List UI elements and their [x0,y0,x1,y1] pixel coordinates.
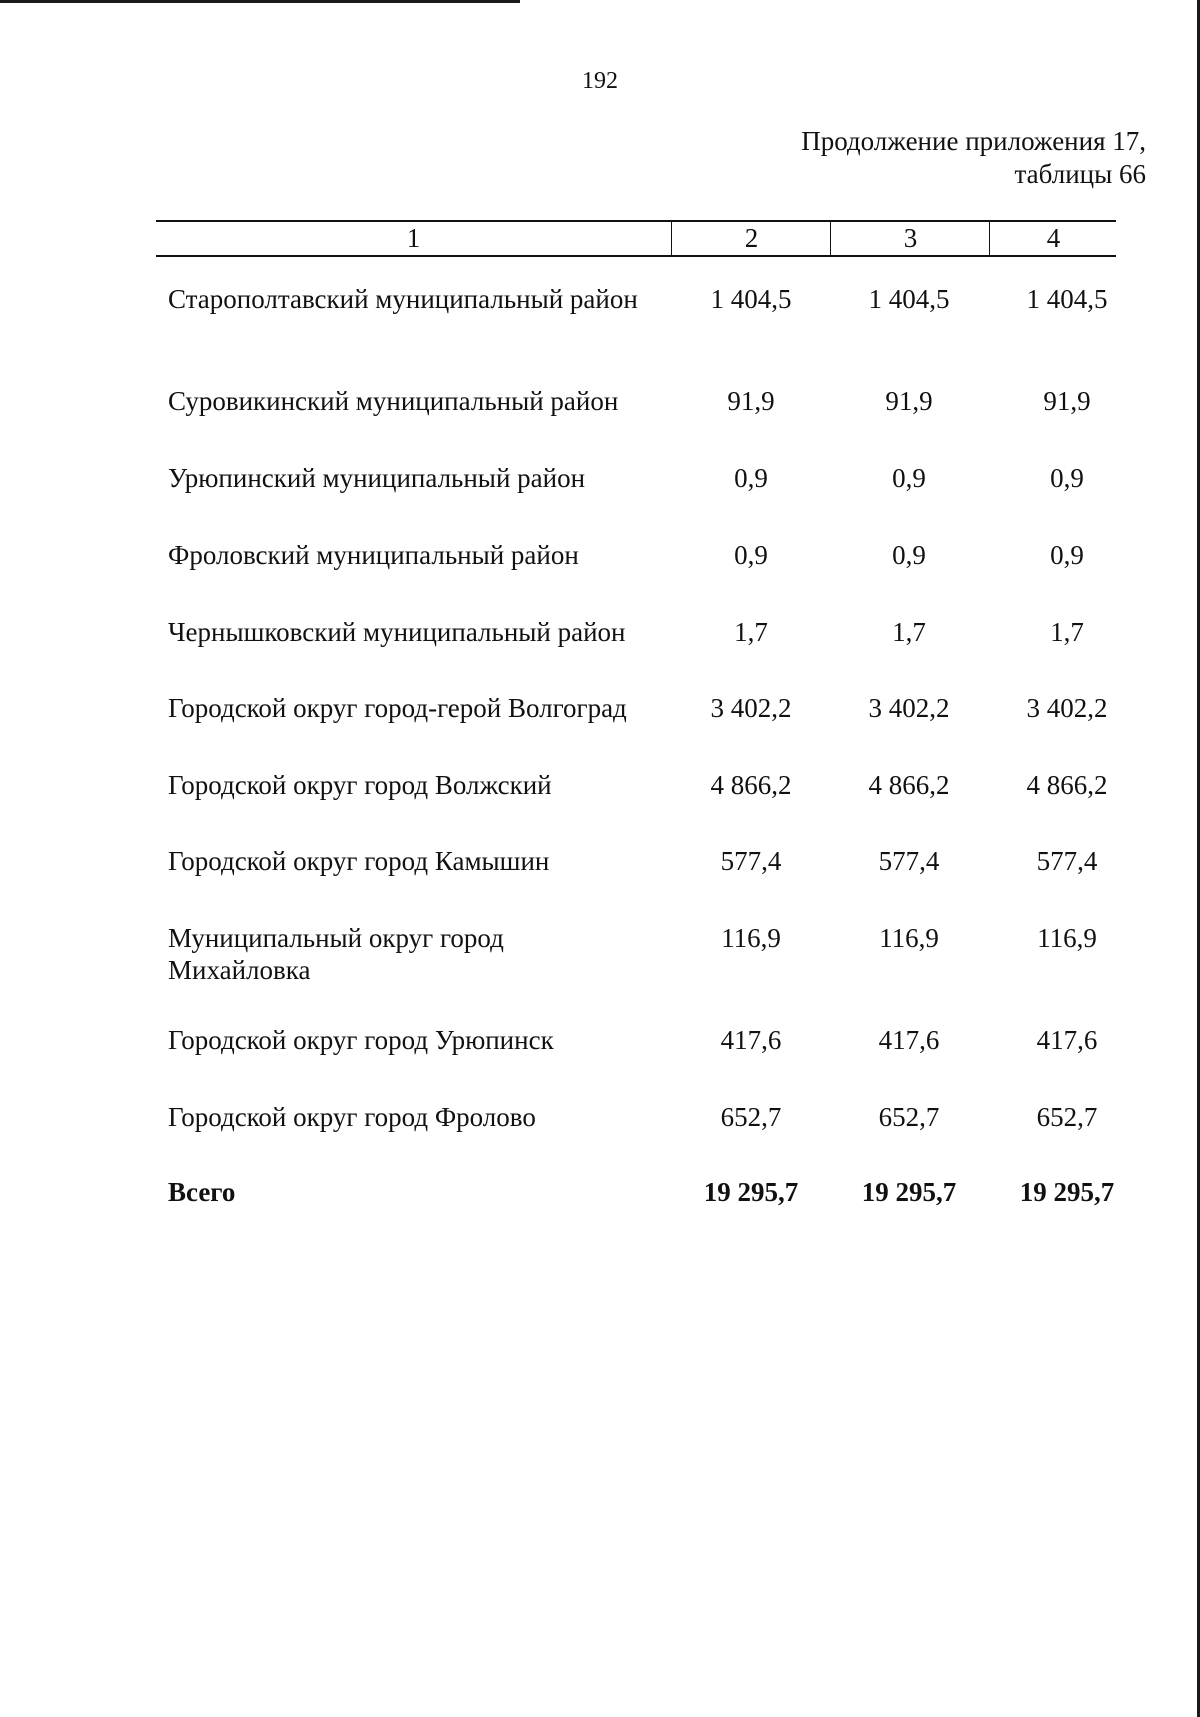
row-value-col-2: 652,7 [720,1102,782,1132]
page-number: 192 [582,68,618,94]
continuation-note [546,125,1146,191]
row-value-col-2: 417,6 [720,1025,782,1055]
row-value-col-3: 577,4 [878,846,940,876]
row-value-col-3: 116,9 [879,923,939,953]
continuation-line-1: Продолжение приложения 17, [801,126,1146,156]
header-cell-2: 2 [671,222,831,255]
row-value-col-4: 3 402,2 [1026,693,1108,723]
row-value-col-4: 417,6 [1036,1025,1098,1055]
row-value-col-2: 4 866,2 [710,770,792,800]
row-value-col-2: 116,9 [721,923,781,953]
row-name: Суровикинский муниципальный район [168,386,619,416]
row-value-col-3: 417,6 [878,1025,940,1055]
total-label: Всего [168,1177,236,1207]
row-value-col-3: 4 866,2 [868,770,950,800]
data-table [156,220,1116,1207]
row-value-col-2: 0,9 [734,463,768,493]
total-value-col-4: 19 295,7 [1019,1177,1115,1207]
header-cell-1: 1 [406,223,421,253]
row-value-col-2: 3 402,2 [710,693,792,723]
row-name: Урюпинский муниципальный район [168,463,586,493]
row-name: Чернышковский муниципальный район [168,617,626,647]
row-value-col-4: 0,9 [1050,540,1084,570]
row-name: Городской округ город Камышин [168,846,550,876]
row-value-col-2: 1 404,5 [710,284,792,314]
row-name: Муниципальный округ город Михайловка [168,923,504,985]
row-value-col-3: 91,9 [885,386,933,416]
header-cell-3: 3 [830,222,990,255]
row-name: Городской округ город Урюпинск [168,1025,554,1055]
table-header-row [156,220,1116,257]
row-value-col-2: 91,9 [727,386,775,416]
row-value-col-2: 1,7 [734,617,768,647]
row-value-col-2: 0,9 [734,540,768,570]
row-name: Городской округ город-герой Волгоград [168,693,627,723]
row-name: Старополтавский муниципальный район [168,284,638,314]
header-cell-4: 4 [989,222,1117,255]
row-value-col-2: 577,4 [720,846,782,876]
row-value-col-3: 1,7 [892,617,926,647]
row-value-col-4: 652,7 [1036,1102,1098,1132]
continuation-line-2: таблицы 66 [1014,159,1146,189]
row-name: Городской округ город Волжский [168,770,552,800]
row-value-col-3: 652,7 [878,1102,940,1132]
row-value-col-4: 116,9 [1037,923,1097,953]
row-value-col-3: 0,9 [892,540,926,570]
row-value-col-3: 0,9 [892,463,926,493]
row-value-col-4: 4 866,2 [1026,770,1108,800]
total-value-col-3: 19 295,7 [861,1177,957,1207]
row-value-col-4: 1,7 [1050,617,1084,647]
row-value-col-4: 1 404,5 [1026,284,1108,314]
row-value-col-4: 91,9 [1043,386,1091,416]
row-value-col-4: 577,4 [1036,846,1098,876]
scan-border-top [0,0,520,3]
row-name: Городской округ город Фролово [168,1102,536,1132]
row-value-col-3: 1 404,5 [868,284,950,314]
total-value-col-2: 19 295,7 [703,1177,799,1207]
row-value-col-3: 3 402,2 [868,693,950,723]
row-name: Фроловский муниципальный район [168,540,579,570]
row-value-col-4: 0,9 [1050,463,1084,493]
